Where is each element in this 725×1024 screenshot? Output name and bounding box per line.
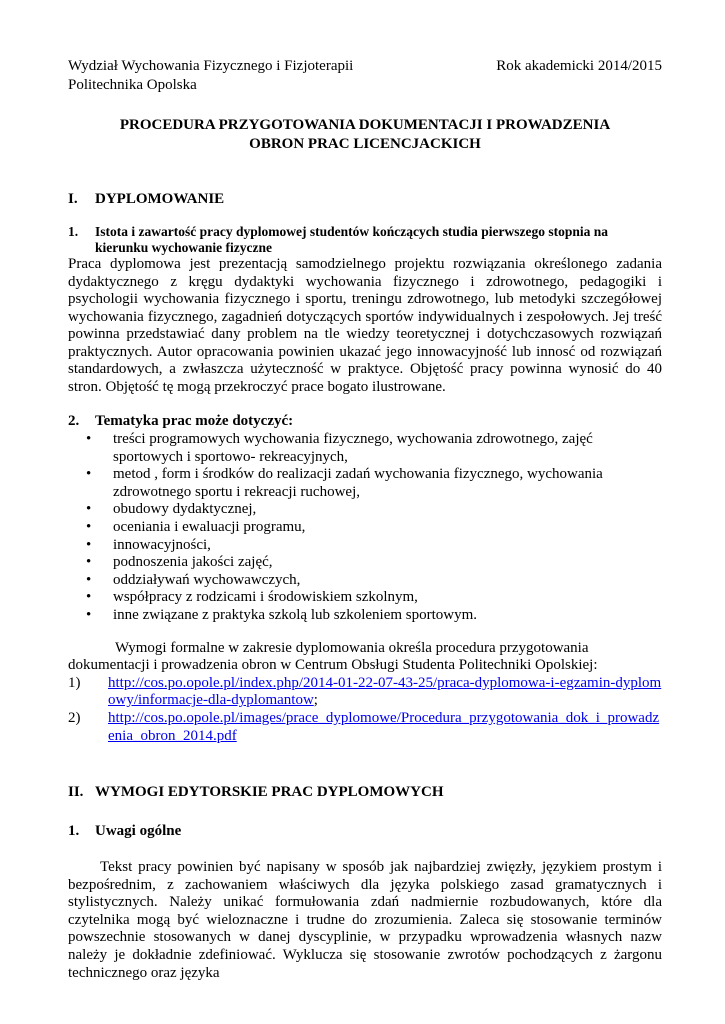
bullet-icon: • (86, 554, 92, 571)
list-item: • inne związane z praktyka szkolą lub szkoleniem sportowym. (68, 607, 662, 625)
subsection-1-1-paragraph: Praca dyplomowa jest prezentacją samodzielnego projektu rozwiązania określonego zadania dydaktycznego z kręgu dydaktyki wychowania fizycznego i zdrowotnego, pedagogiki i psychologii wychowania fizycznego i sportu, treningu zdrowotnego, lub metodyki szczegółowej wychowania fizycznego, zagadnień dotyczących sportów indywidualnych i zespołowych. Jej treść powinna przedstawiać dany problem na tle wiedzy teoretycznej i dotychczasowych rozwiązań praktycznych. Autor opracowania powinien ukazać jego innowacyjność lub innosć od rozwiązań standardowych, a zwłaszcza użyteczność w praktyce. Objętość pracy powinna wynosić do 40 stron. Objętość tę mogą przekroczyć prace bogato ilustrowane. (68, 256, 662, 395)
bullet-icon: • (86, 606, 92, 623)
section-2-heading (68, 783, 662, 802)
topics-list (68, 431, 662, 625)
subsection-2-1-number: 1. (68, 823, 80, 840)
subsection-1-2-title: Tematyka prac może dotyczyć: (95, 413, 294, 429)
university-name: Politechnika Opolska (68, 77, 197, 93)
header-row (68, 57, 662, 76)
list-item: • metod , form i środków do realizacji zadań wychowania fizycznego, wychowania zdrowotnego sportu i rekreacji ruchowej, (68, 466, 662, 501)
section-2-title: WYMOGI EDYTORSKIE PRAC DYPLOMOWYCH (95, 784, 444, 801)
subsection-1-2-heading (68, 412, 662, 431)
list-item (68, 710, 662, 745)
subsection-2-1-heading (68, 822, 662, 841)
subsection-2-1-title: Uwagi ogólne (95, 823, 182, 840)
bullet-icon: • (86, 466, 92, 483)
bullet-icon: • (86, 518, 92, 535)
subsection-1-2-number: 2. (68, 413, 80, 429)
document-page (68, 57, 662, 982)
bullet-icon: • (86, 501, 92, 518)
list-item: • treści programowych wychowania fizycznego, wychowania zdrowotnego, zajęć sportowych i sportowo- rekreacyjnych, (68, 431, 662, 466)
title-line-2: OBRON PRAC LICENCJACKICH (249, 136, 481, 152)
link-number: 2) (68, 709, 81, 726)
bullet-icon: • (86, 589, 92, 606)
academic-year: Rok akademicki 2014/2015 (496, 58, 662, 74)
list-item: • obudowy dydaktycznej, (68, 501, 662, 519)
bullet-icon: • (86, 571, 92, 588)
procedure-link-2[interactable]: http://cos.po.opole.pl/images/prace_dyplomowe/Procedura_przygotowania_dok_i_prowadzenia_obron_2014.pdf (108, 709, 660, 744)
subsection-1-1-number: 1. (68, 224, 79, 239)
subsection-1-1-title: Istota i zawartość pracy dyplomowej studentów kończących studia pierwszego stopnia na kierunku wychowanie fizyczne (95, 224, 608, 255)
section-2-number: II. (68, 784, 84, 801)
section-1-heading (68, 190, 662, 209)
formal-requirements-paragraph: Wymogi formalne w zakresie dyplomowania określa procedura przygotowania dokumentacji i prowadzenia obron w Centrum Obsługi Studenta Politechniki Opolskiej: (68, 639, 598, 674)
procedure-links-list (68, 675, 662, 745)
faculty-name: Wydział Wychowania Fizycznego i Fizjoterapii (68, 58, 354, 74)
bullet-icon: • (86, 431, 92, 447)
list-item: • innowacyjności, (68, 537, 662, 555)
general-remarks-paragraph: Tekst pracy powinien być napisany w sposób jak najbardziej zwięzły, językiem prostym i bezpośrednim, z zachowaniem właściwych dla języka polskiego zasad gramatycznych i stylistycznych. Należy unikać formułowania zdań nadmiernie rozbudowanych, które dla czytelnika mogą być wieloznaczne i trudne do zrozumienia. Zaleca się stosowanie terminów powszechnie stosowanych w danej dyscyplinie, w przypadku wprowadzenia własnych nazw należy je dokładnie zdefiniować. Wyklucza się stosowanie zwrotów pochodzących z żargonu technicznego oraz języka (68, 859, 662, 981)
link-number: 1) (68, 674, 81, 691)
list-item: • oddziaływań wychowawczych, (68, 572, 662, 590)
section-1-number: I. (68, 191, 78, 207)
document-title (68, 116, 662, 154)
list-item: • podnoszenia jakości zajęć, (68, 554, 662, 572)
list-item: • współpracy z rodzicami i środowiskiem szkolnym, (68, 589, 662, 607)
subsection-1-1-heading (68, 224, 662, 256)
title-line-1: PROCEDURA PRZYGOTOWANIA DOKUMENTACJI I PROWADZENIA (119, 117, 611, 133)
procedure-link-1[interactable]: http://cos.po.opole.pl/index.php/2014-01-22-07-43-25/praca-dyplomowa-i-egzamin-dyplomowy/informacje-dla-dyplomantow (108, 674, 662, 709)
section-1-title: DYPLOMOWANIE (95, 191, 225, 207)
bullet-icon: • (86, 536, 92, 553)
list-item: • oceniania i ewaluacji programu, (68, 519, 662, 537)
list-item: 1) http://cos.po.opole.pl/index.php/2014-01-22-07-43-25/praca-dyplomowa-i-egzamin-dyplomowy/informacje-dla-dyplomantow; (68, 674, 662, 709)
